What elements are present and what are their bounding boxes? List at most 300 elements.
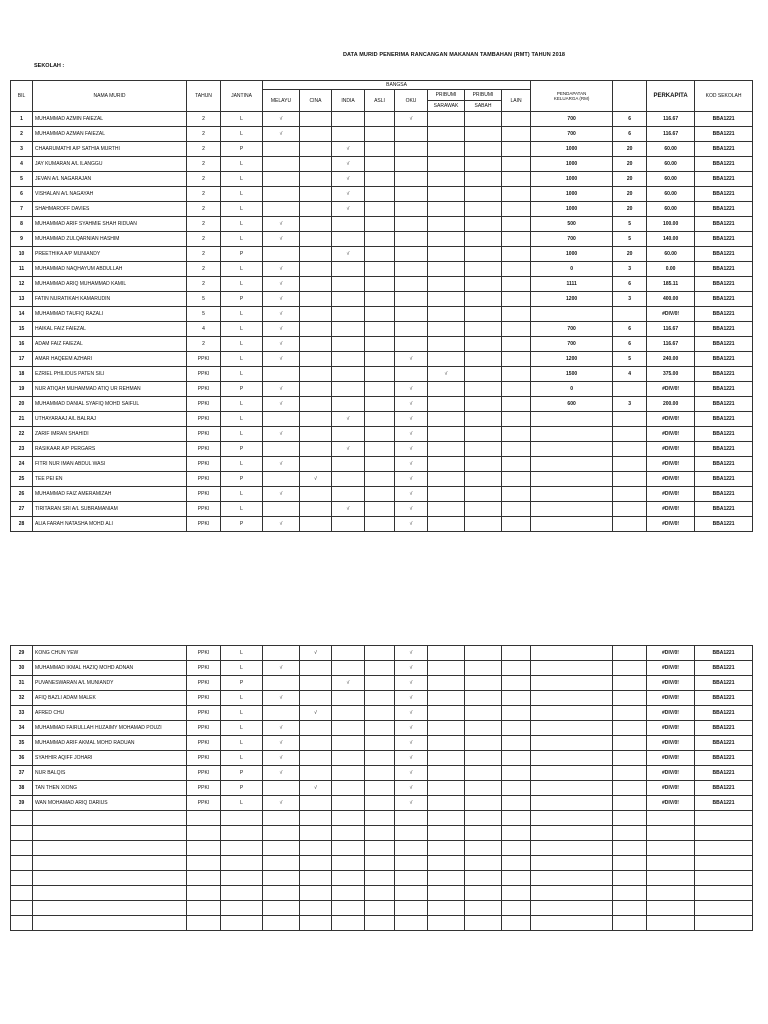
header-pendapatan (531, 81, 613, 112)
empty-cell (300, 841, 332, 856)
cell-bil: 28 (11, 517, 33, 532)
cell-asli (365, 262, 395, 277)
empty-cell (263, 826, 300, 841)
cell-cina (300, 322, 332, 337)
cell-bil: 32 (11, 691, 33, 706)
cell-tahun: PPKI (187, 796, 221, 811)
empty-cell (647, 871, 695, 886)
cell-india (332, 472, 365, 487)
cell-kod: BBA1221 (695, 706, 753, 721)
cell-kod: BBA1221 (695, 502, 753, 517)
empty-cell (332, 841, 365, 856)
cell-nama: MUHAMMAD AZMIN FAIEZAL (33, 112, 187, 127)
cell-tanggungan (613, 736, 647, 751)
cell-kod: BBA1221 (695, 661, 753, 676)
cell-pendapatan (531, 502, 613, 517)
cell-jantina: P (221, 766, 263, 781)
cell-oku: √ (395, 442, 428, 457)
header-india: INDIA (332, 90, 365, 112)
cell-sarawak (428, 781, 465, 796)
cell-lain (502, 676, 531, 691)
cell-nama: WAN MOHAMAD ARIQ DARIUS (33, 796, 187, 811)
cell-sabah (465, 661, 502, 676)
empty-cell (221, 916, 263, 931)
cell-india (332, 646, 365, 661)
cell-melayu: √ (263, 721, 300, 736)
cell-nama: MUHAMMAD AZMAN FAIEZAL (33, 127, 187, 142)
cell-jantina: L (221, 367, 263, 382)
cell-asli (365, 232, 395, 247)
table-row (11, 367, 753, 382)
empty-cell (465, 871, 502, 886)
cell-perkapita: 60.00 (647, 187, 695, 202)
cell-melayu: √ (263, 751, 300, 766)
cell-nama: MUHAMMAD TAUFIQ RAZALI (33, 307, 187, 322)
empty-cell (647, 811, 695, 826)
empty-cell (613, 811, 647, 826)
cell-asli (365, 517, 395, 532)
cell-sarawak (428, 142, 465, 157)
cell-melayu (263, 502, 300, 517)
cell-asli (365, 172, 395, 187)
cell-india (332, 262, 365, 277)
empty-cell (531, 826, 613, 841)
cell-india (332, 781, 365, 796)
cell-lain (502, 397, 531, 412)
cell-pendapatan: 500 (531, 217, 613, 232)
cell-asli (365, 217, 395, 232)
cell-melayu: √ (263, 397, 300, 412)
cell-sarawak (428, 442, 465, 457)
cell-tahun: 2 (187, 187, 221, 202)
cell-sarawak (428, 232, 465, 247)
empty-cell (221, 811, 263, 826)
cell-lain (502, 262, 531, 277)
cell-pendapatan: 1111 (531, 277, 613, 292)
table-row (11, 217, 753, 232)
cell-lain (502, 691, 531, 706)
cell-sarawak (428, 352, 465, 367)
cell-tanggungan: 4 (613, 367, 647, 382)
cell-cina (300, 691, 332, 706)
cell-cina (300, 172, 332, 187)
cell-tahun: 2 (187, 247, 221, 262)
cell-cina (300, 292, 332, 307)
cell-sabah (465, 277, 502, 292)
cell-sarawak (428, 427, 465, 442)
empty-cell (531, 916, 613, 931)
cell-pendapatan: 700 (531, 232, 613, 247)
cell-pendapatan (531, 676, 613, 691)
empty-row (11, 886, 753, 901)
table-row (11, 442, 753, 457)
cell-india: √ (332, 412, 365, 427)
cell-melayu: √ (263, 736, 300, 751)
cell-india (332, 337, 365, 352)
cell-kod: BBA1221 (695, 277, 753, 292)
cell-perkapita: #DIV/0! (647, 457, 695, 472)
cell-india (332, 277, 365, 292)
cell-tanggungan (613, 382, 647, 397)
table-row (11, 157, 753, 172)
empty-cell (332, 901, 365, 916)
cell-asli (365, 796, 395, 811)
cell-tanggungan (613, 781, 647, 796)
cell-melayu (263, 187, 300, 202)
cell-nama: MUHAMMAD ARIQ MUHAMMAD KAMIL (33, 277, 187, 292)
cell-asli (365, 751, 395, 766)
cell-india: √ (332, 202, 365, 217)
empty-cell (647, 856, 695, 871)
cell-india: √ (332, 247, 365, 262)
cell-kod: BBA1221 (695, 232, 753, 247)
empty-cell (613, 916, 647, 931)
cell-sarawak (428, 736, 465, 751)
cell-bil: 2 (11, 127, 33, 142)
cell-lain (502, 277, 531, 292)
cell-perkapita: #DIV/0! (647, 382, 695, 397)
cell-kod: BBA1221 (695, 172, 753, 187)
cell-bil: 13 (11, 292, 33, 307)
empty-cell (531, 856, 613, 871)
header-lain: LAIN (502, 90, 531, 112)
cell-oku (395, 232, 428, 247)
cell-oku: √ (395, 766, 428, 781)
cell-pendapatan: 1000 (531, 142, 613, 157)
empty-cell (263, 841, 300, 856)
cell-tahun: 2 (187, 172, 221, 187)
empty-cell (332, 811, 365, 826)
cell-sabah (465, 202, 502, 217)
cell-india (332, 427, 365, 442)
empty-cell (695, 871, 753, 886)
cell-bil: 1 (11, 112, 33, 127)
cell-oku: √ (395, 487, 428, 502)
cell-melayu (263, 442, 300, 457)
cell-sabah (465, 487, 502, 502)
table-row (11, 472, 753, 487)
table-row (11, 352, 753, 367)
empty-cell (263, 886, 300, 901)
cell-sarawak (428, 457, 465, 472)
cell-jantina: L (221, 127, 263, 142)
cell-bil: 10 (11, 247, 33, 262)
cell-asli (365, 736, 395, 751)
cell-oku (395, 307, 428, 322)
cell-pendapatan (531, 517, 613, 532)
empty-cell (695, 841, 753, 856)
cell-perkapita: 240.00 (647, 352, 695, 367)
cell-india: √ (332, 676, 365, 691)
cell-cina: √ (300, 472, 332, 487)
cell-cina (300, 427, 332, 442)
cell-tanggungan: 6 (613, 277, 647, 292)
cell-bil: 17 (11, 352, 33, 367)
cell-nama: UTHAYARAAJ A/L BALRAJ (33, 412, 187, 427)
cell-melayu (263, 412, 300, 427)
cell-sarawak (428, 502, 465, 517)
empty-cell (613, 901, 647, 916)
cell-kod: BBA1221 (695, 427, 753, 442)
cell-lain (502, 751, 531, 766)
cell-bil: 21 (11, 412, 33, 427)
cell-pendapatan: 0 (531, 382, 613, 397)
cell-tahun: PPKI (187, 676, 221, 691)
cell-cina (300, 517, 332, 532)
cell-jantina: L (221, 736, 263, 751)
cell-oku (395, 322, 428, 337)
cell-nama: PUVANESWARAN A/L MUNIANDY (33, 676, 187, 691)
cell-tanggungan (613, 502, 647, 517)
cell-pendapatan (531, 661, 613, 676)
cell-bil: 24 (11, 457, 33, 472)
cell-melayu: √ (263, 127, 300, 142)
table-row (11, 187, 753, 202)
cell-perkapita: #DIV/0! (647, 427, 695, 442)
cell-kod: BBA1221 (695, 766, 753, 781)
cell-tahun: PPKI (187, 766, 221, 781)
cell-asli (365, 412, 395, 427)
empty-cell (365, 901, 395, 916)
cell-perkapita: #DIV/0! (647, 487, 695, 502)
empty-cell (395, 901, 428, 916)
cell-tanggungan: 20 (613, 247, 647, 262)
cell-sabah (465, 232, 502, 247)
cell-asli (365, 397, 395, 412)
empty-cell (365, 811, 395, 826)
cell-perkapita: 116.67 (647, 112, 695, 127)
cell-pendapatan: 700 (531, 112, 613, 127)
cell-cina (300, 202, 332, 217)
cell-india (332, 751, 365, 766)
cell-cina: √ (300, 646, 332, 661)
cell-india: √ (332, 187, 365, 202)
cell-bil: 18 (11, 367, 33, 382)
cell-kod: BBA1221 (695, 307, 753, 322)
cell-melayu: √ (263, 232, 300, 247)
cell-sabah (465, 172, 502, 187)
header-sabah: SABAH (465, 101, 502, 112)
cell-melayu: √ (263, 691, 300, 706)
cell-asli (365, 337, 395, 352)
table-row (11, 337, 753, 352)
empty-cell (531, 871, 613, 886)
cell-jantina: P (221, 781, 263, 796)
empty-cell (502, 871, 531, 886)
cell-melayu: √ (263, 517, 300, 532)
cell-sabah (465, 262, 502, 277)
cell-nama: JEVAN A/L NAGARAJAN (33, 172, 187, 187)
empty-cell (300, 826, 332, 841)
cell-lain (502, 322, 531, 337)
cell-bil: 12 (11, 277, 33, 292)
cell-nama: PREETHIKA A/P MUNIANDY (33, 247, 187, 262)
cell-pendapatan (531, 766, 613, 781)
cell-india: √ (332, 442, 365, 457)
cell-nama: MUHAMMAD ARIF SYAHMIE SHAH RIDUAN (33, 217, 187, 232)
cell-melayu (263, 472, 300, 487)
cell-sabah (465, 292, 502, 307)
cell-lain (502, 646, 531, 661)
cell-melayu (263, 367, 300, 382)
cell-jantina: L (221, 202, 263, 217)
cell-tahun: PPKI (187, 736, 221, 751)
cell-asli (365, 766, 395, 781)
cell-nama: NUR BALQIS (33, 766, 187, 781)
cell-sarawak (428, 706, 465, 721)
cell-lain (502, 382, 531, 397)
cell-asli (365, 691, 395, 706)
cell-lain (502, 337, 531, 352)
cell-kod: BBA1221 (695, 382, 753, 397)
cell-kod: BBA1221 (695, 397, 753, 412)
cell-oku: √ (395, 517, 428, 532)
empty-cell (395, 916, 428, 931)
cell-sarawak (428, 292, 465, 307)
cell-sabah (465, 307, 502, 322)
cell-sabah (465, 427, 502, 442)
header-pendapatan-line2: KELUARGA (RM) (553, 96, 590, 101)
cell-india: √ (332, 172, 365, 187)
cell-lain (502, 796, 531, 811)
cell-melayu: √ (263, 352, 300, 367)
table-row (11, 277, 753, 292)
cell-sarawak (428, 676, 465, 691)
cell-tahun: PPKI (187, 691, 221, 706)
cell-oku: √ (395, 397, 428, 412)
cell-lain (502, 217, 531, 232)
cell-pendapatan (531, 736, 613, 751)
cell-asli (365, 457, 395, 472)
cell-melayu (263, 781, 300, 796)
cell-tanggungan: 5 (613, 352, 647, 367)
empty-cell (613, 841, 647, 856)
empty-cell (11, 901, 33, 916)
empty-row (11, 841, 753, 856)
cell-asli (365, 307, 395, 322)
empty-cell (531, 901, 613, 916)
cell-perkapita: 116.67 (647, 322, 695, 337)
cell-perkapita: 100.00 (647, 217, 695, 232)
cell-nama: RASIKAAR A/P PERGARS (33, 442, 187, 457)
cell-tanggungan (613, 661, 647, 676)
cell-cina (300, 112, 332, 127)
empty-cell (33, 886, 187, 901)
cell-oku: √ (395, 457, 428, 472)
cell-cina (300, 502, 332, 517)
empty-cell (33, 856, 187, 871)
table-row (11, 247, 753, 262)
cell-tahun: PPKI (187, 502, 221, 517)
cell-perkapita: 60.00 (647, 247, 695, 262)
cell-oku: √ (395, 502, 428, 517)
cell-perkapita: #DIV/0! (647, 751, 695, 766)
table-row (11, 721, 753, 736)
header-bangsa: BANGSA (263, 81, 531, 90)
cell-lain (502, 367, 531, 382)
cell-asli (365, 721, 395, 736)
cell-kod: BBA1221 (695, 472, 753, 487)
cell-lain (502, 412, 531, 427)
cell-oku: √ (395, 796, 428, 811)
empty-cell (263, 856, 300, 871)
cell-pendapatan (531, 691, 613, 706)
table-row (11, 691, 753, 706)
cell-nama: MUHAMMAD FAIZ AMERAMIZAH (33, 487, 187, 502)
cell-jantina: L (221, 646, 263, 661)
cell-tanggungan (613, 751, 647, 766)
cell-tahun: PPKI (187, 397, 221, 412)
cell-cina (300, 412, 332, 427)
cell-india (332, 691, 365, 706)
cell-cina (300, 127, 332, 142)
cell-asli (365, 322, 395, 337)
cell-sabah (465, 781, 502, 796)
empty-cell (395, 841, 428, 856)
cell-kod: BBA1221 (695, 781, 753, 796)
cell-sabah (465, 187, 502, 202)
cell-jantina: L (221, 691, 263, 706)
cell-pendapatan (531, 472, 613, 487)
cell-sabah (465, 397, 502, 412)
cell-india (332, 457, 365, 472)
cell-sarawak (428, 337, 465, 352)
cell-nama: MUHAMMAD NAQHAYUM ABDULLAH (33, 262, 187, 277)
empty-cell (695, 886, 753, 901)
cell-bil: 23 (11, 442, 33, 457)
cell-melayu (263, 247, 300, 262)
cell-india (332, 127, 365, 142)
header-pribumi-sarawak-top: PRIBUMI (428, 90, 465, 101)
cell-melayu (263, 646, 300, 661)
cell-jantina: L (221, 277, 263, 292)
empty-cell (428, 916, 465, 931)
cell-sarawak (428, 487, 465, 502)
empty-cell (531, 811, 613, 826)
cell-nama: TEE PEI EN (33, 472, 187, 487)
empty-cell (465, 916, 502, 931)
cell-pendapatan: 1200 (531, 352, 613, 367)
cell-kod: BBA1221 (695, 646, 753, 661)
cell-oku (395, 292, 428, 307)
cell-bil: 33 (11, 706, 33, 721)
cell-perkapita: 400.00 (647, 292, 695, 307)
cell-tanggungan: 6 (613, 127, 647, 142)
cell-tanggungan (613, 706, 647, 721)
cell-jantina: L (221, 337, 263, 352)
empty-cell (613, 826, 647, 841)
cell-sarawak (428, 661, 465, 676)
cell-tahun: PPKI (187, 517, 221, 532)
table-row (11, 661, 753, 676)
cell-oku (395, 277, 428, 292)
table-row (11, 322, 753, 337)
cell-sarawak (428, 112, 465, 127)
empty-cell (365, 886, 395, 901)
cell-perkapita: #DIV/0! (647, 661, 695, 676)
cell-lain (502, 736, 531, 751)
table-row (11, 412, 753, 427)
cell-sabah (465, 382, 502, 397)
cell-tahun: 2 (187, 112, 221, 127)
empty-cell (33, 871, 187, 886)
cell-pendapatan (531, 457, 613, 472)
cell-jantina: L (221, 352, 263, 367)
empty-cell (695, 826, 753, 841)
cell-tanggungan (613, 766, 647, 781)
cell-kod: BBA1221 (695, 112, 753, 127)
cell-bil: 11 (11, 262, 33, 277)
